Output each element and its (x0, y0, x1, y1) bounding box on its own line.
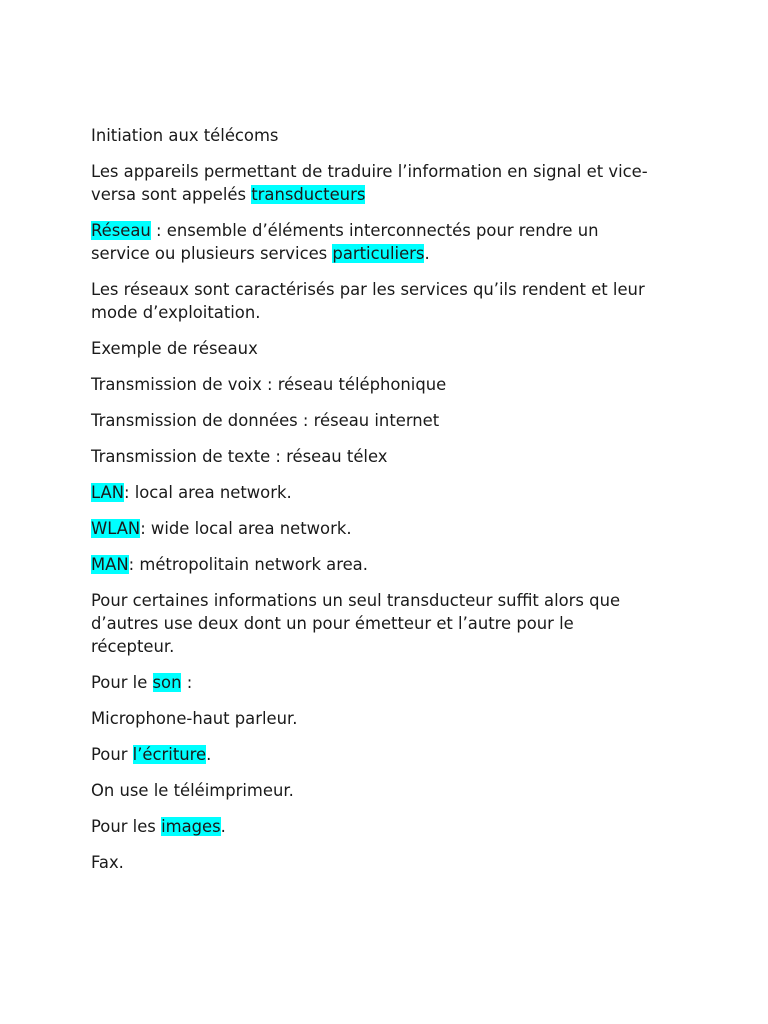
highlighted-text: l’écriture (132, 745, 207, 764)
paragraph (91, 337, 651, 360)
highlighted-text: LAN (91, 483, 124, 502)
text-run: Transmission de voix : réseau téléphonique (91, 375, 447, 394)
paragraph (91, 160, 651, 206)
text-run: Exemple de réseaux (91, 339, 258, 358)
text-run: Pour certaines informations un seul transducteur suffit alors que d’autres use deux dont un pour émetteur et l’autre pour le récepteur. (91, 591, 621, 656)
paragraph (91, 409, 651, 432)
document-body (91, 124, 651, 887)
highlighted-text: images (161, 817, 221, 836)
text-run: : wide local area network. (140, 519, 352, 538)
text-run: Pour (91, 745, 133, 764)
text-run: . (424, 244, 430, 263)
paragraph (91, 445, 651, 468)
text-run: Les appareils permettant de traduire l’information en signal et vice-versa sont appelés (91, 162, 648, 204)
text-run: On use le téléimprimeur. (91, 781, 294, 800)
text-run: . (220, 817, 226, 836)
text-run: Microphone-haut parleur. (91, 709, 298, 728)
highlighted-text: WLAN (91, 519, 141, 538)
paragraph (91, 278, 651, 324)
text-run: : (181, 673, 193, 692)
paragraph (91, 124, 651, 147)
paragraph (91, 779, 651, 802)
paragraph (91, 219, 651, 265)
paragraph (91, 815, 651, 838)
text-run: Pour les (91, 817, 162, 836)
text-run: . (206, 745, 212, 764)
text-run: : métropolitain network area. (128, 555, 368, 574)
paragraph (91, 743, 651, 766)
text-run: Fax. (91, 853, 124, 872)
paragraph (91, 707, 651, 730)
highlighted-text: MAN (91, 555, 129, 574)
text-run: Pour le (91, 673, 153, 692)
text-run: : local area network. (123, 483, 292, 502)
text-run: : ensemble d’éléments interconnectés pour rendre un service ou plusieurs services (91, 221, 599, 263)
text-run: Transmission de texte : réseau télex (91, 447, 388, 466)
paragraph (91, 481, 651, 504)
text-run: Les réseaux sont caractérisés par les services qu’ils rendent et leur mode d’exploitation. (91, 280, 645, 322)
paragraph (91, 553, 651, 576)
highlighted-text: particuliers (332, 244, 425, 263)
paragraph (91, 517, 651, 540)
highlighted-text: son (152, 673, 182, 692)
highlighted-text: transducteurs (251, 185, 366, 204)
text-run: Transmission de données : réseau internet (91, 411, 440, 430)
paragraph (91, 589, 651, 658)
paragraph (91, 671, 651, 694)
paragraph (91, 851, 651, 874)
paragraph (91, 373, 651, 396)
text-run: Initiation aux télécoms (91, 126, 279, 145)
highlighted-text: Réseau (91, 221, 151, 240)
